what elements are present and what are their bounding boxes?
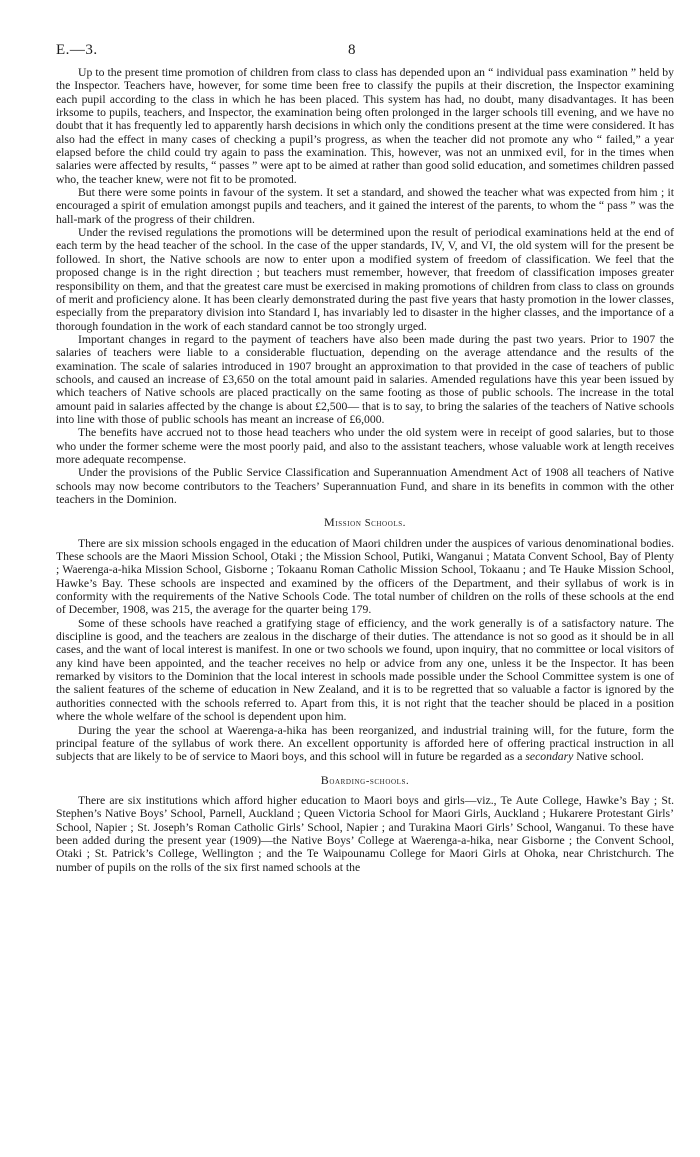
paragraph: But there were some points in favour of the system. It set a standard, and showed the teacher what was expected from him ; it encouraged a spirit of emulation amongst pupils and teachers, and it gained the interest of the parents, to whom the “ pass ” was the hall-mark of the progress of their children. bbox=[56, 186, 674, 226]
page-header bbox=[56, 42, 674, 66]
paragraph: Important changes in regard to the payment of teachers have also been made during the past two years. Prior to 1907 the salaries of teachers were liable to a considerable fluctuation, depending on the average attendance and the results of the examination. The scale of salaries introduced in 1907 brought an approximation to that provided in the case of teachers of public schools, and caused an increase of £3,650 on the total amount paid in salaries. Amended regulations have this year been issued by which teachers of Native schools are placed practically on the same footing as those of public schools. The increase in the total amount paid in salaries affected by the change is about £2,500— that is to say, to bring the salaries of the teachers of Native schools into line with those of public schools has meant an increase of £6,000. bbox=[56, 332, 674, 426]
page-reference: E.—3. bbox=[56, 42, 98, 58]
section-heading-mission-schools: Mission Schools. bbox=[324, 515, 406, 530]
paragraph: Under the revised regulations the promotions will be determined upon the result of periodical examinations held at the end of each term by the head teacher of the school. In the case of the upper standards, IV, V, and VI, the old system will for the present be followed. In short, the Native schools are now to enter upon a modified system of freedom of classification. We feel that the proposed change is in the right direction ; but teachers must remember, however, that freedom of classification imposes greater responsibility on them, and that the greatest care must be exercised in making promotions of children from class to class on grounds of merit and proficiency alone. It has been clearly demonstrated during the past five years that hasty promotion in the lower classes, especially from the preparatory division into Standard I, has invariably led to disaster in the higher classes, and the importance of a thorough foundation in the work of each standard cannot be too strongly urged. bbox=[56, 226, 674, 333]
document-body bbox=[56, 66, 674, 874]
section-heading-boarding-schools: Boarding-schools. bbox=[320, 772, 410, 787]
paragraph: Under the provisions of the Public Service Classification and Superannuation Amendment Act of 1908 all teachers of Native schools may now become contributors to the Teachers’ Superannuation Fund, and share in its benefits in common with the other teachers in the Dominion. bbox=[56, 466, 674, 506]
page-number: 8 bbox=[348, 42, 356, 58]
paragraph-text: Native school. bbox=[573, 750, 644, 764]
paragraph: The benefits have accrued not to those head teachers who under the old system were in receipt of good salaries, but to those who under the former scheme were the most poorly paid, and also to the assistant teachers, whose valuable work at length receives more adequate recompense. bbox=[56, 426, 674, 466]
paragraph bbox=[56, 724, 674, 764]
paragraph-text: During the year the school at Waerenga-a-hika has been reorganized, and industrial training will, for the future, form the principal feature of the syllabus of work there. An excellent opportunity is afforded here of offering practical instruction in all subjects that are likely to be of service to Maori boys, and this school will in future be regarded as a bbox=[56, 723, 674, 764]
paragraph: There are six institutions which afford higher education to Maori boys and girls—viz., Te Aute College, Hawke’s Bay ; St. Stephen’s Native Boys’ School, Parnell, Auckland ; Queen Victoria School for Maori Girls, Auckland ; Hukarere Protestant Girls’ School, Napier ; St. Joseph’s Roman Catholic Girls’ School, Napier ; and Turakina Maori Girls’ School, Wanganui. To these have been added during the present year (1909)—the Native Boys’ College at Waerenga-a-hika, near Gisborne ; the Convent School, Otaki ; St. Patrick’s College, Wellington ; and the Te Waipounamu College for Maori Girls at Ohoka, near Christchurch. The number of pupils on the rolls of the six first named schools at the bbox=[56, 793, 674, 874]
paragraph: There are six mission schools engaged in the education of Maori children under the auspices of various denominational bodies. These schools are the Maori Mission School, Otaki ; the Mission School, Putiki, Wanganui ; Matata Convent School, Bay of Plenty ; Waerenga-a-hika Mission School, Gisborne ; Tokaanu Roman Catholic Mission School, Tokaanu ; and Te Hauke Mission School, Hawke’s Bay. These schools are inspected and examined by the officers of the Department, and their syllabus of work is in conformity with the requirements of the Native Schools Code. The total number of children on the rolls of these schools at the end of December, 1908, was 215, the average for the quarter being 179. bbox=[56, 536, 674, 617]
paragraph: Up to the present time promotion of children from class to class has depended upon an “ individual pass examination ” held by the Inspector. Teachers have, however, for some time been free to classify the pupils at their discretion, the Inspector examining each pupil according to the class in which he has been placed. This system has had, no doubt, many disadvantages. It has been irksome to pupils, teachers, and Inspector, the examination being often prolonged in the larger schools till evening, and we have no doubt that it has frequently led to apparently harsh decisions in which only the conditions present at the time were considered. It has also had the effect in many cases of checking a pupil’s progress, as when the teacher did not promote any who “ failed,” a year elapsed before the child could try again to pass the examination. This, however, was not an unmixed evil, for in the times when salaries were affected by results, “ passes ” were apt to be aimed at rather than good solid education, and sometimes children passed who, the teacher knew, were not fit to be promoted. bbox=[56, 66, 674, 186]
italic-term: secondary bbox=[525, 750, 574, 764]
paragraph: Some of these schools have reached a gratifying stage of efficiency, and the work generally is of a satisfactory nature. The discipline is good, and the teachers are zealous in the discharge of their duties. The attendance is not so good as it should be in all cases, and the want of local interest is manifest. In one or two schools we found, upon inquiry, that no committee or local visitors of any kind have been appointed, and the teacher receives no help or advice from any one, unless it be the Inspector. It has been remarked by visitors to the Dominion that the local interest in schools made possible under the School Committee system is one of the salient features of the scheme of education in New Zealand, and it is to be regretted that so valuable a factor is ignored by the authorities connected with the schools referred to. Apart from this, it is not right that the teacher should be placed in a position where the whole welfare of the school is dependent upon him. bbox=[56, 616, 674, 724]
